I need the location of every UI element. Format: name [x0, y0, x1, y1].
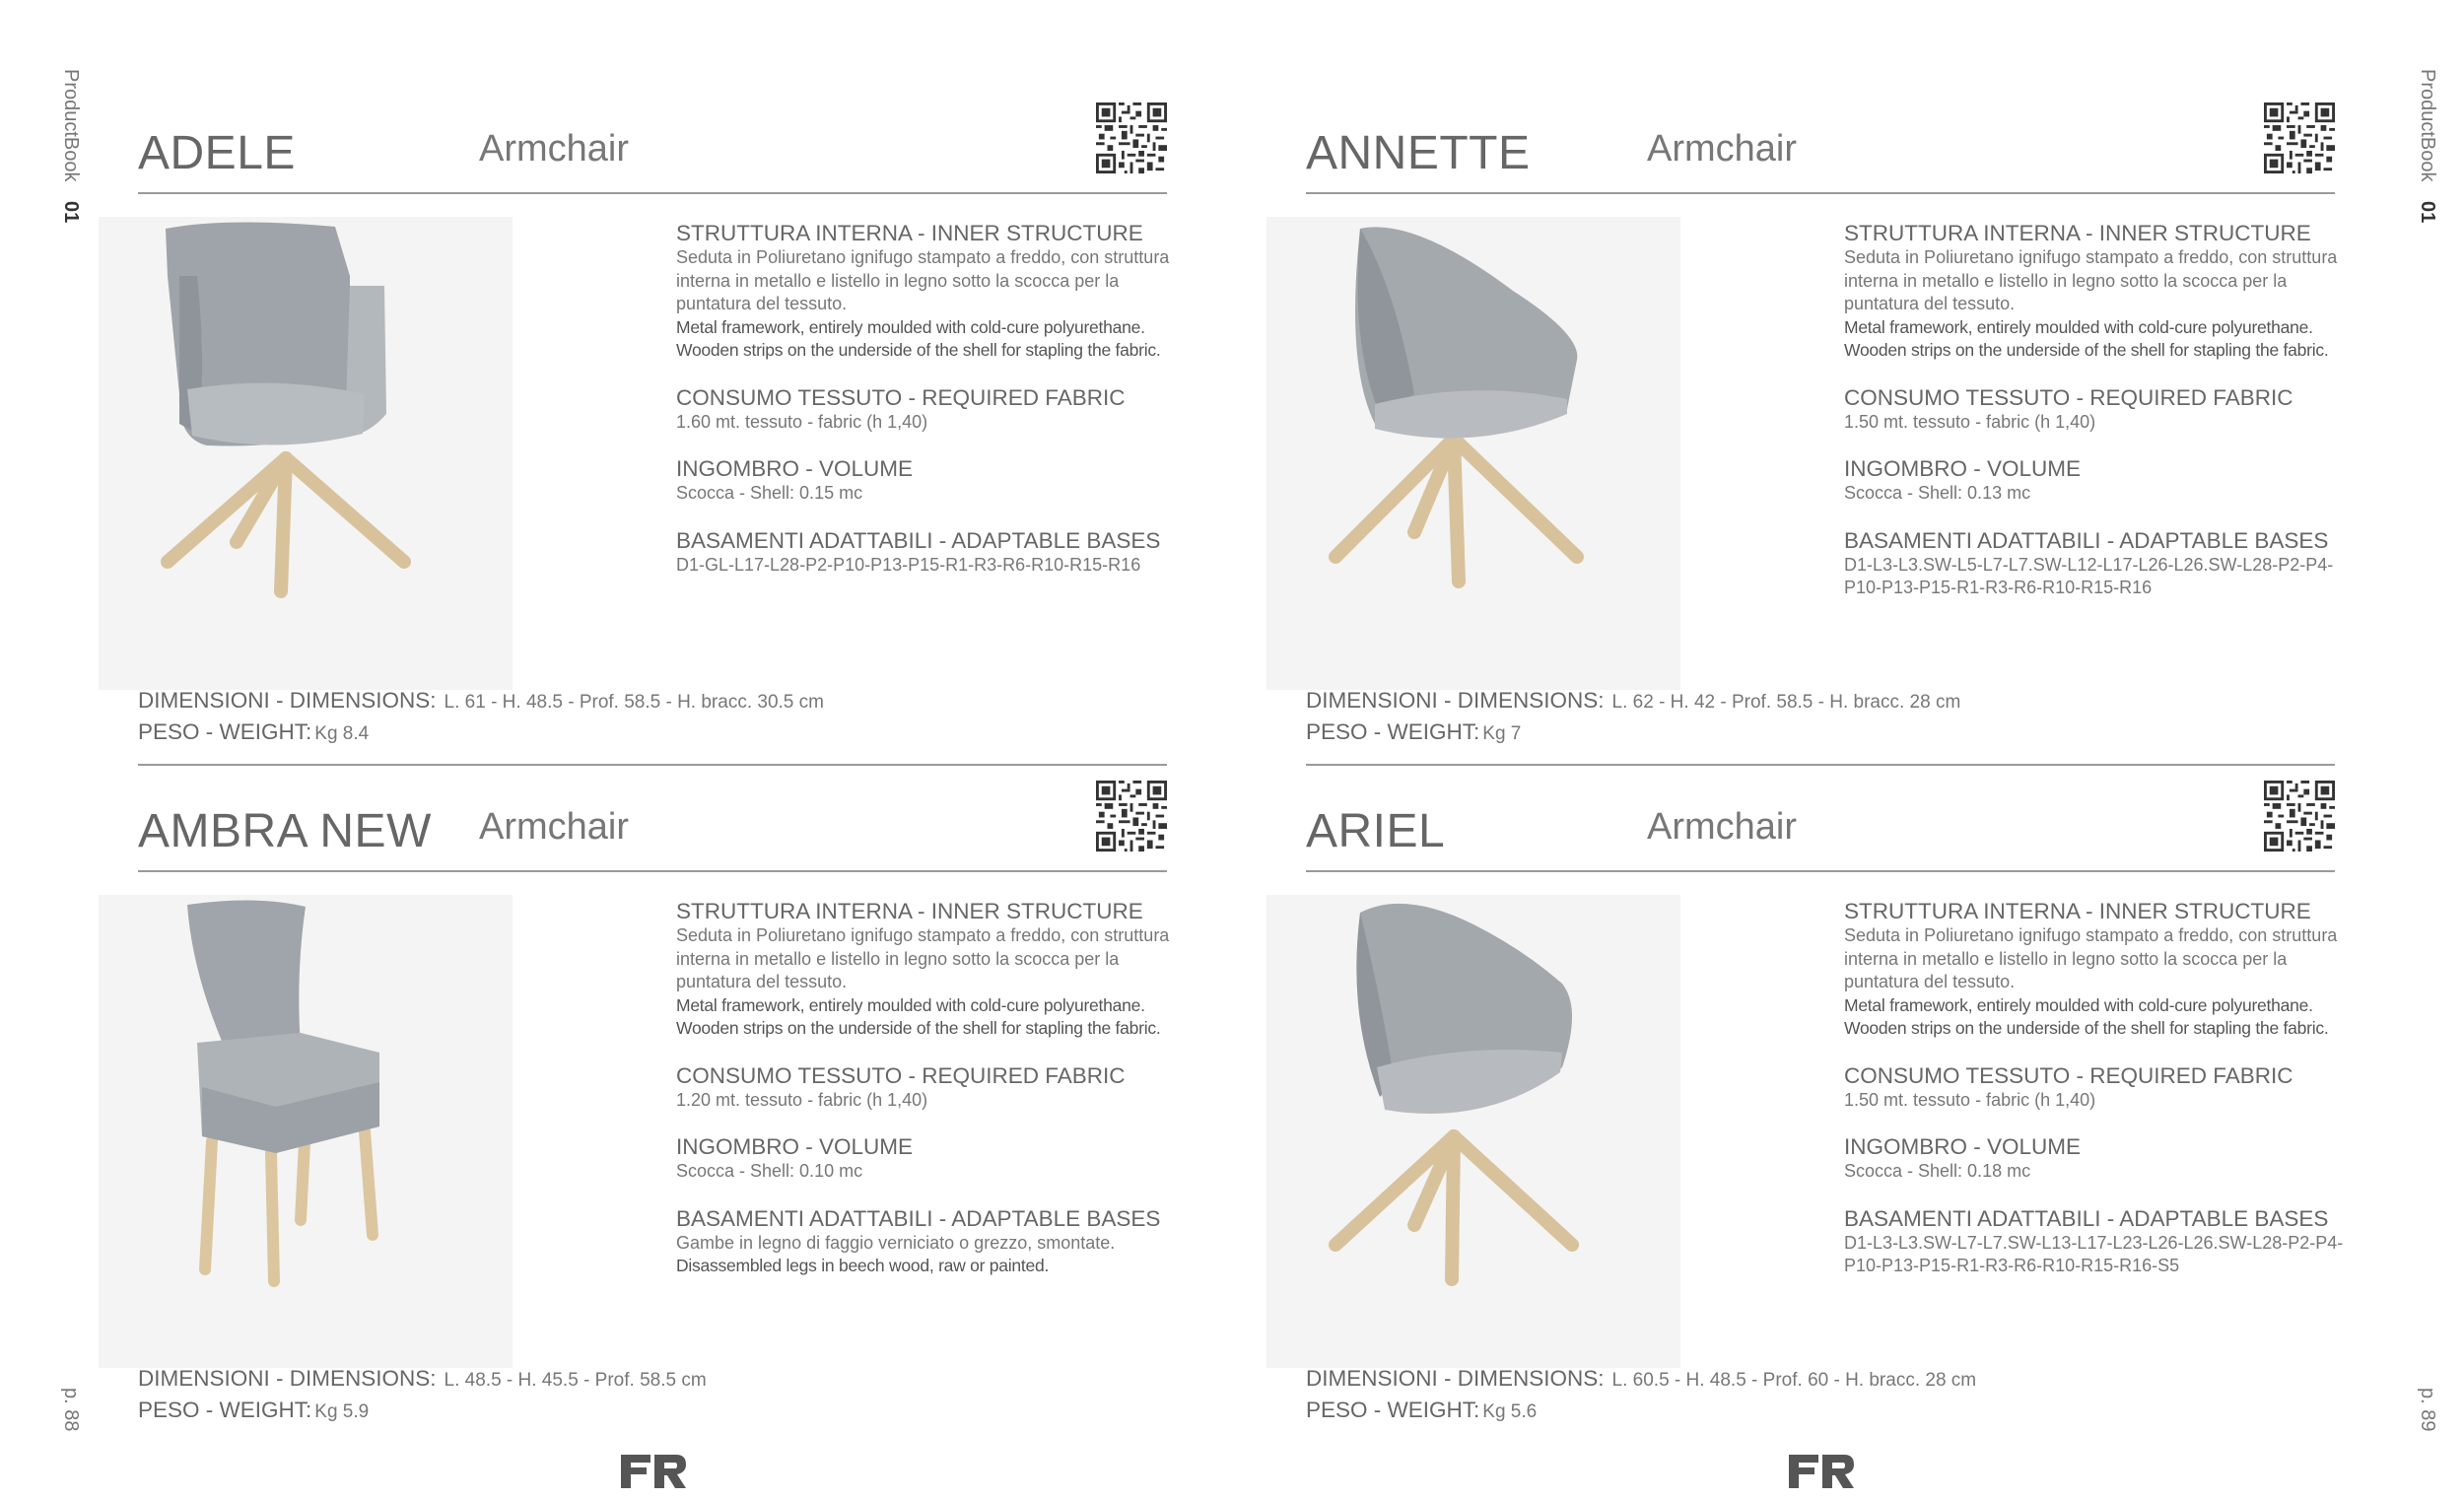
qr-code-icon[interactable] — [2264, 781, 2335, 852]
volume-value: Scocca - Shell: 0.13 mc — [1844, 483, 2031, 503]
spec-heading: CONSUMO TESSUTO - REQUIRED FABRIC — [1844, 1062, 2293, 1088]
bases-value-en: Disassembled legs in beech wood, raw or painted. — [676, 1256, 1050, 1275]
spec-volume — [1844, 1134, 2347, 1184]
spec-heading: BASAMENTI ADATTABILI - ADAPTABLE BASES — [1844, 1205, 2329, 1231]
spec-heading: INGOMBRO - VOLUME — [676, 1134, 914, 1159]
armchair-photo — [1266, 895, 1680, 1368]
dimensions-value: L. 62 - H. 42 - Prof. 58.5 - H. bracc. 28 cm — [1611, 692, 1961, 713]
qr-code-icon[interactable] — [2264, 102, 2335, 173]
page-number: p. 88 — [60, 1388, 82, 1432]
dimensions-label: DIMENSIONI - DIMENSIONS: — [138, 688, 437, 713]
product-specs — [1844, 899, 2347, 1301]
weight-value: Kg 7 — [1482, 723, 1522, 744]
fr-logo-icon — [1789, 1455, 1854, 1488]
dimensions-block — [1306, 1364, 1976, 1427]
weight-label: PESO - WEIGHT: — [138, 719, 312, 744]
product-name: ADELE — [138, 127, 296, 179]
structure-text-en: Metal framework, entirely moulded with cold-cure polyurethane. Wooden strips on the underside of the shell for stapling the fabric. — [1844, 316, 2329, 360]
structure-text-it: Seduta in Poliuretano ignifugo stampato a freddo, con struttura interna in metallo e listello in legno sotto la scocca per la puntatura del tessuto. — [1844, 925, 2338, 991]
dimensions-row — [1306, 1364, 1976, 1396]
product-card-adele — [138, 0, 1173, 744]
dimensions-row — [138, 1364, 707, 1396]
spec-heading: STRUTTURA INTERNA - INNER STRUCTURE — [676, 221, 1143, 245]
structure-text-en: Metal framework, entirely moulded with cold-cure polyurethane. Wooden strips on the underside of the shell for stapling the fabric. — [676, 994, 1161, 1038]
structure-text-it: Seduta in Poliuretano ignifugo stampato a freddo, con struttura interna in metallo e listello in legno sotto la scocca per la puntatura del tessuto. — [1844, 247, 2338, 313]
spec-volume — [1844, 456, 2347, 506]
page-number: p. 89 — [2417, 1388, 2438, 1432]
fabric-value: 1.50 mt. tessuto - fabric (h 1,40) — [1844, 411, 2096, 432]
weight-row — [1306, 1396, 1976, 1427]
spec-heading: CONSUMO TESSUTO - REQUIRED FABRIC — [676, 384, 1126, 410]
title-divider — [1306, 192, 2335, 194]
bases-value: Gambe in legno di faggio verniciato o grezzo, smontate. — [676, 1232, 1116, 1253]
side-label — [59, 69, 82, 223]
spec-structure — [1844, 221, 2347, 363]
product-specs — [676, 221, 1179, 599]
weight-label: PESO - WEIGHT: — [138, 1398, 312, 1422]
product-name: ANNETTE — [1306, 127, 1531, 179]
title-divider — [138, 870, 1167, 872]
spec-structure — [1844, 899, 2347, 1041]
dimensions-label: DIMENSIONI - DIMENSIONS: — [1306, 688, 1605, 713]
dimensions-label: DIMENSIONI - DIMENSIONS: — [1306, 1366, 1605, 1391]
structure-text-it: Seduta in Poliuretano ignifugo stampato a freddo, con struttura interna in metallo e listello in legno sotto la scocca per la puntatura del tessuto. — [676, 247, 1170, 313]
spec-heading: STRUTTURA INTERNA - INNER STRUCTURE — [1844, 221, 2311, 245]
product-specs — [1844, 221, 2347, 623]
spec-heading: CONSUMO TESSUTO - REQUIRED FABRIC — [1844, 384, 2293, 410]
fr-logo-icon — [621, 1455, 686, 1488]
product-specs — [676, 899, 1179, 1301]
dimensions-block — [138, 1364, 707, 1427]
dimensions-value: L. 60.5 - H. 48.5 - Prof. 60 - H. bracc. 28 cm — [1611, 1370, 1977, 1391]
product-type: Armchair — [479, 128, 630, 170]
spec-bases — [1844, 1206, 2347, 1278]
volume-value: Scocca - Shell: 0.18 mc — [1844, 1161, 2031, 1181]
fabric-value: 1.20 mt. tessuto - fabric (h 1,40) — [676, 1089, 928, 1110]
chair-photo — [99, 895, 513, 1368]
fabric-value: 1.50 mt. tessuto - fabric (h 1,40) — [1844, 1089, 2096, 1110]
product-type: Armchair — [1647, 128, 1798, 170]
weight-label: PESO - WEIGHT: — [1306, 1398, 1480, 1422]
armchair-photo — [1266, 217, 1680, 690]
product-type: Armchair — [1647, 806, 1798, 848]
spec-heading: STRUTTURA INTERNA - INNER STRUCTURE — [676, 899, 1143, 923]
volume-value: Scocca - Shell: 0.15 mc — [676, 483, 863, 503]
spec-heading: INGOMBRO - VOLUME — [676, 456, 914, 481]
side-label — [2416, 69, 2438, 223]
spec-heading: BASAMENTI ADATTABILI - ADAPTABLE BASES — [676, 1205, 1161, 1231]
spec-heading: BASAMENTI ADATTABILI - ADAPTABLE BASES — [676, 527, 1161, 553]
product-card-ambra-new — [138, 678, 1173, 1422]
spec-heading: INGOMBRO - VOLUME — [1844, 456, 2082, 481]
weight-row — [138, 1396, 707, 1427]
dimensions-label: DIMENSIONI - DIMENSIONS: — [138, 1366, 437, 1391]
weight-value: Kg 5.9 — [314, 1401, 370, 1422]
spec-bases — [676, 528, 1179, 578]
spec-fabric — [676, 1063, 1179, 1113]
title-divider — [138, 192, 1167, 194]
side-label-number: 01 — [60, 201, 82, 224]
spec-structure — [676, 221, 1179, 363]
dimensions-value: L. 61 - H. 48.5 - Prof. 58.5 - H. bracc. 30.5 cm — [444, 692, 824, 713]
product-type: Armchair — [479, 806, 630, 848]
armchair-photo — [99, 217, 513, 690]
spec-heading: STRUTTURA INTERNA - INNER STRUCTURE — [1844, 899, 2311, 923]
volume-value: Scocca - Shell: 0.10 mc — [676, 1161, 863, 1181]
side-label-text: ProductBook — [2417, 69, 2438, 182]
title-divider — [1306, 870, 2335, 872]
spec-bases — [676, 1206, 1179, 1278]
weight-label: PESO - WEIGHT: — [1306, 719, 1480, 744]
product-card-annette — [1306, 0, 2341, 744]
product-name: AMBRA NEW — [138, 805, 432, 857]
spec-bases — [1844, 528, 2347, 600]
spec-heading: CONSUMO TESSUTO - REQUIRED FABRIC — [676, 1062, 1126, 1088]
structure-text-en: Metal framework, entirely moulded with cold-cure polyurethane. Wooden strips on the underside of the shell for stapling the fabric. — [676, 316, 1161, 360]
product-card-ariel — [1306, 678, 2344, 1422]
structure-text-en: Metal framework, entirely moulded with cold-cure polyurethane. Wooden strips on the underside of the shell for stapling the fabric. — [1844, 994, 2329, 1038]
spec-heading: INGOMBRO - VOLUME — [1844, 1134, 2082, 1159]
fabric-value: 1.60 mt. tessuto - fabric (h 1,40) — [676, 411, 928, 432]
spec-volume — [676, 456, 1179, 506]
spec-structure — [676, 899, 1179, 1041]
spec-fabric — [676, 385, 1179, 435]
side-label-number: 01 — [2417, 201, 2438, 224]
spec-heading: BASAMENTI ADATTABILI - ADAPTABLE BASES — [1844, 527, 2329, 553]
weight-value: Kg 8.4 — [314, 723, 370, 744]
bases-value: D1-L3-L3.SW-L5-L7-L7.SW-L12-L17-L26-L26.SW-L28-P2-P4-P10-P13-P15-R1-R3-R6-R10-R15-R16 — [1844, 554, 2334, 597]
dimensions-value: L. 48.5 - H. 45.5 - Prof. 58.5 cm — [444, 1370, 707, 1391]
qr-code-icon[interactable] — [1096, 781, 1167, 852]
bases-value: D1-GL-L17-L28-P2-P10-P13-P15-R1-R3-R6-R10-R15-R16 — [676, 554, 1141, 575]
weight-value: Kg 5.6 — [1482, 1401, 1538, 1422]
side-label-text: ProductBook — [60, 69, 82, 182]
structure-text-it: Seduta in Poliuretano ignifugo stampato a freddo, con struttura interna in metallo e listello in legno sotto la scocca per la puntatura del tessuto. — [676, 925, 1170, 991]
spec-fabric — [1844, 385, 2347, 435]
bases-value: D1-L3-L3.SW-L7-L7.SW-L13-L17-L23-L26-L26.SW-L28-P2-P4-P10-P13-P15-R1-R3-R6-R10-R15-R16-S5 — [1844, 1232, 2344, 1275]
spec-fabric — [1844, 1063, 2347, 1113]
spec-volume — [676, 1134, 1179, 1184]
qr-code-icon[interactable] — [1096, 102, 1167, 173]
product-name: ARIEL — [1306, 805, 1446, 857]
